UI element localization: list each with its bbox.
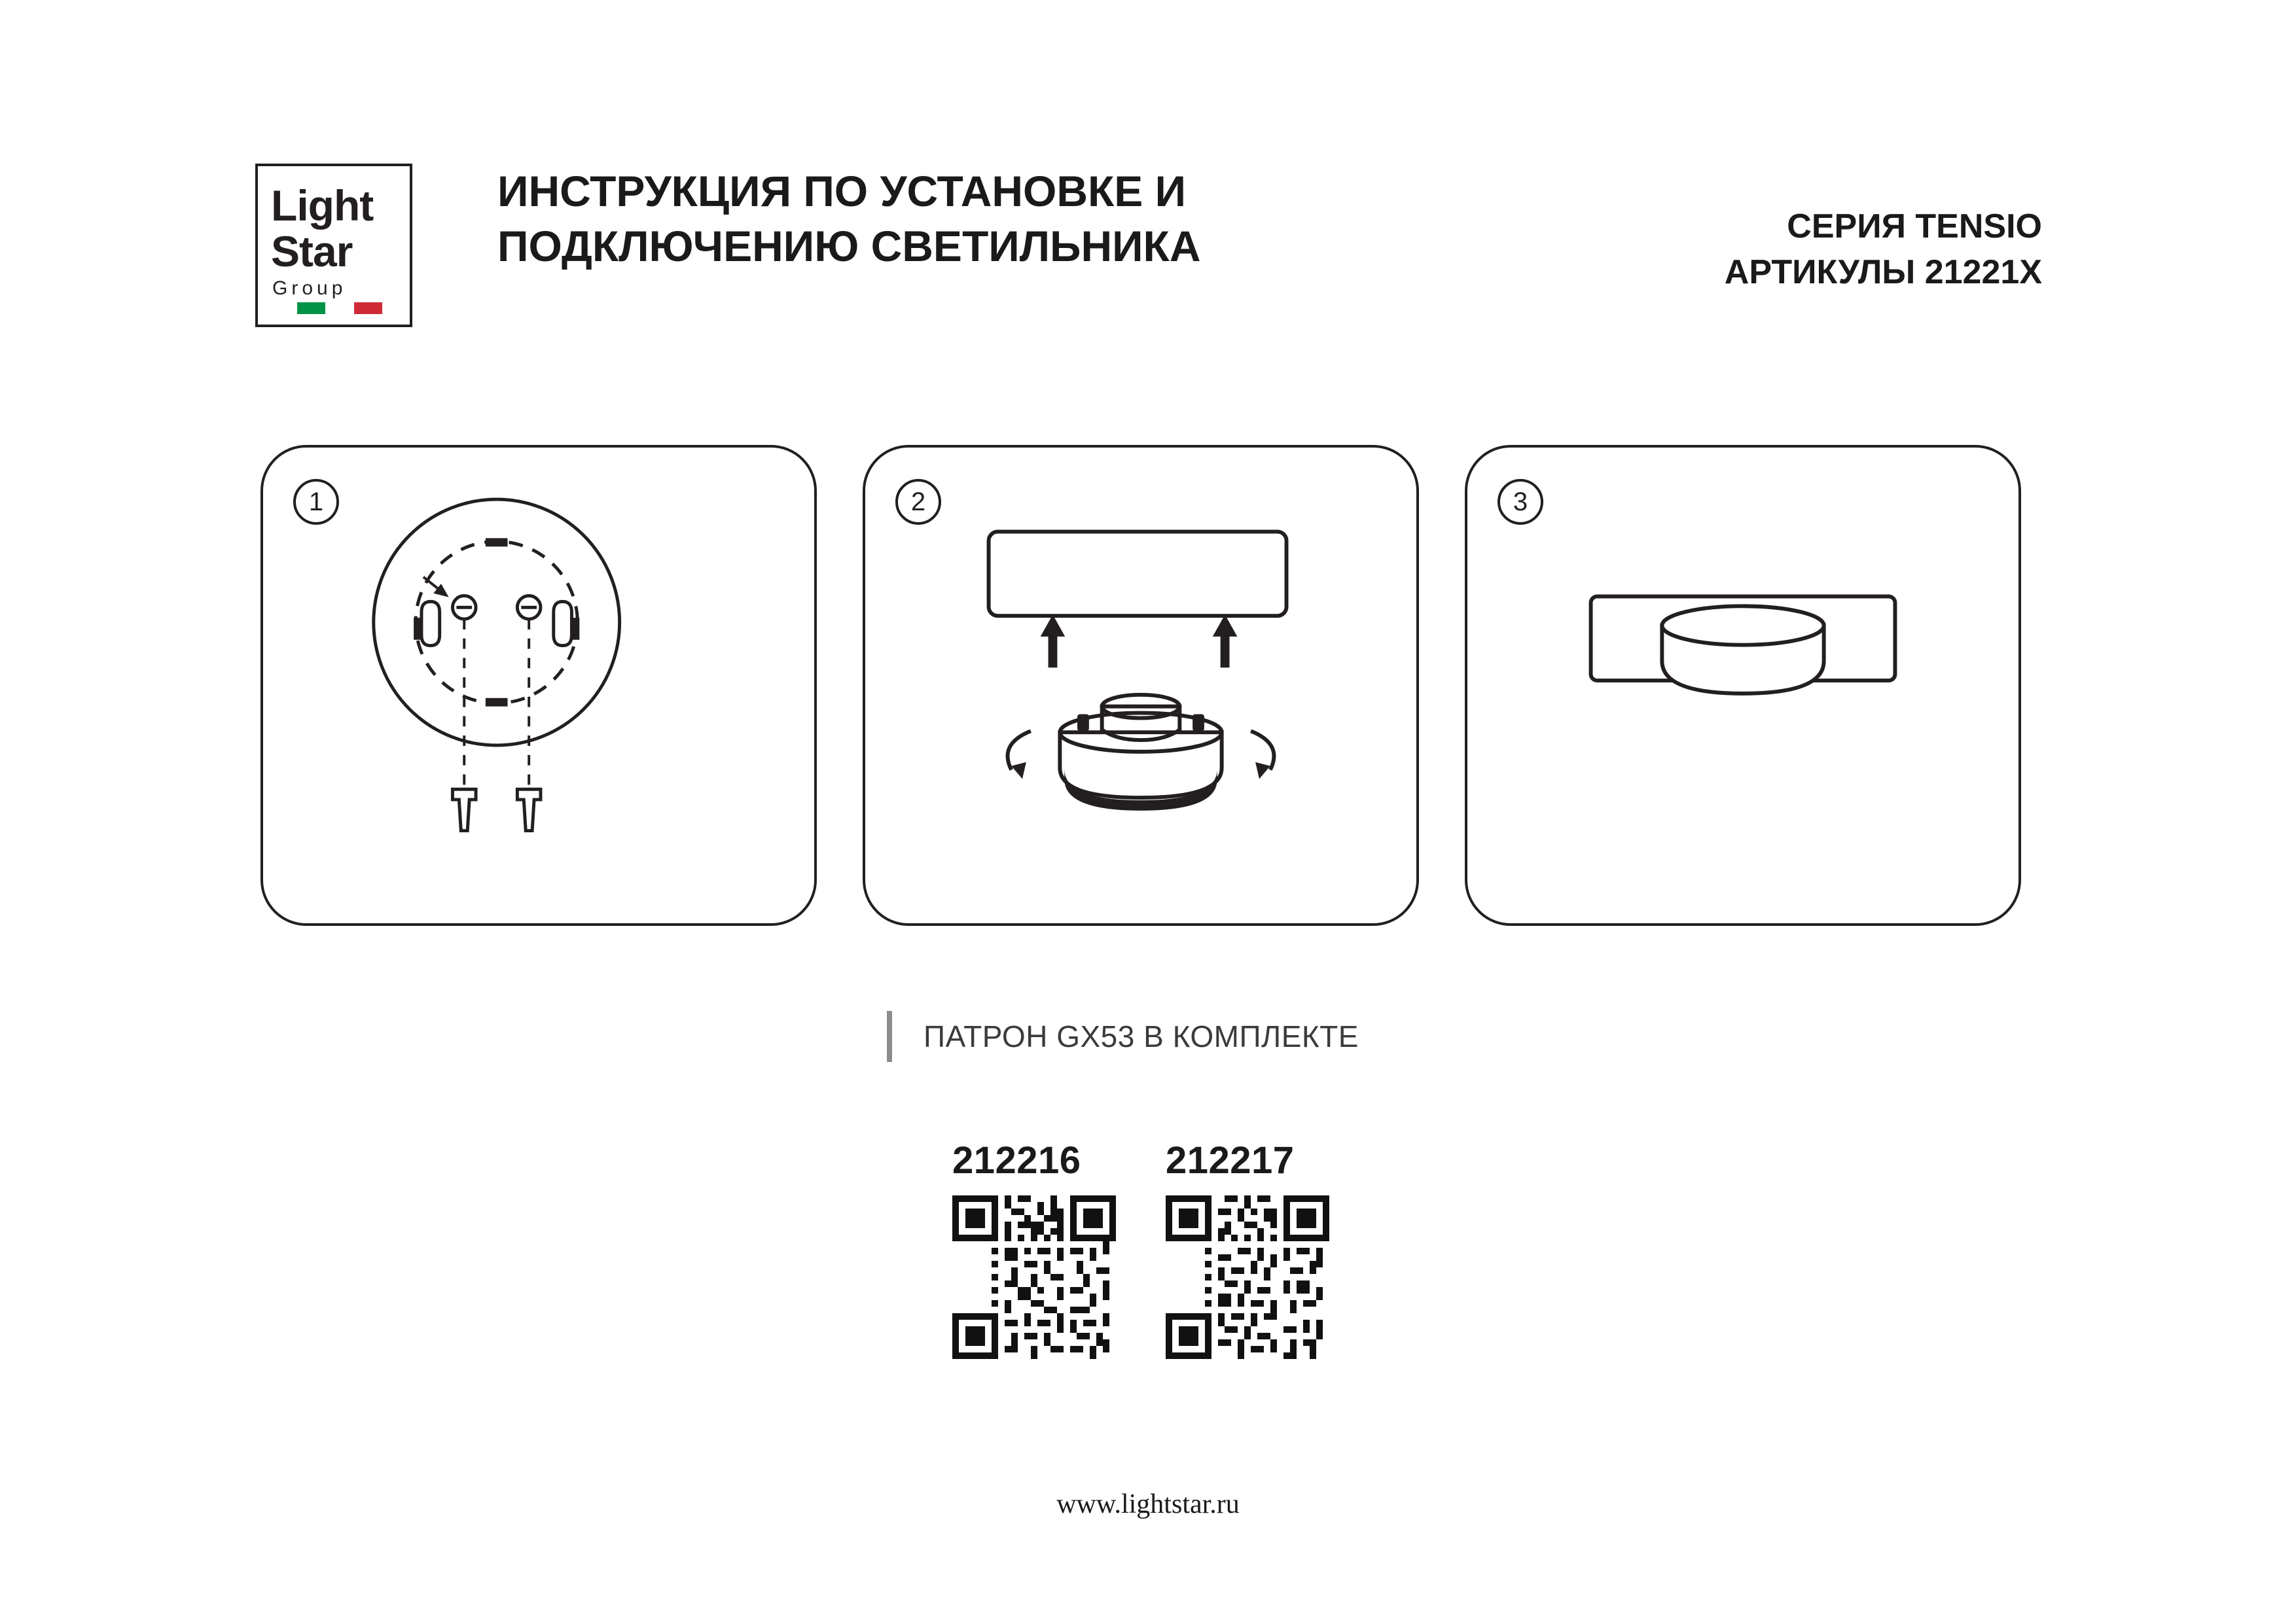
series-info (1545, 164, 2042, 295)
note-accent-bar (887, 1011, 892, 1062)
note-gx53-included (887, 1011, 1359, 1062)
note-text: ПАТРОН GX53 В КОМПЛЕКТЕ (924, 1019, 1359, 1053)
website-link[interactable]: www.lightstar.ru (1056, 1489, 1240, 1519)
step-card-1 (260, 445, 817, 926)
code-label-2: 212217 (1166, 1139, 1295, 1182)
diagram-lamp-insertion (865, 448, 1416, 923)
qr-code-212217-image (1166, 1195, 1329, 1359)
page-title-line-2: ПОДКЛЮЧЕНИЮ СВЕТИЛЬНИКА (497, 222, 1201, 271)
article-numbers: АРТИКУЛЫ 21221X (1724, 253, 2042, 291)
diagram-assembled-fixture (1467, 448, 2018, 923)
page-title (497, 164, 1545, 274)
step-badge-3: 3 (1498, 479, 1543, 525)
step-card-2 (863, 445, 1419, 926)
logo-text-light: Light (271, 181, 374, 230)
step-badge-2: 2 (895, 479, 941, 525)
code-label-1: 212216 (952, 1139, 1081, 1182)
step-card-3 (1465, 445, 2021, 926)
code-item-1 (952, 1139, 1122, 1359)
logo-text-group: Group (272, 277, 347, 299)
qr-code-212216-image (952, 1195, 1116, 1359)
logo-text-star: Star (271, 227, 353, 275)
page-footer (0, 1489, 2296, 1520)
page-header (255, 164, 2042, 340)
diagram-mounting-base (263, 448, 814, 923)
code-item-2 (1166, 1139, 1336, 1359)
page-title-line-1: ИНСТРУКЦИЯ ПО УСТАНОВКЕ И (497, 167, 1187, 215)
step-badge-1: 1 (293, 479, 339, 525)
lightstar-logo (255, 164, 412, 327)
installation-steps (260, 445, 2054, 929)
product-codes (952, 1139, 1336, 1359)
series-name: СЕРИЯ TENSIO (1787, 207, 2042, 245)
qr-code-212217[interactable] (1166, 1195, 1329, 1359)
italian-flag-icon (297, 302, 382, 314)
qr-code-212216[interactable] (952, 1195, 1116, 1359)
